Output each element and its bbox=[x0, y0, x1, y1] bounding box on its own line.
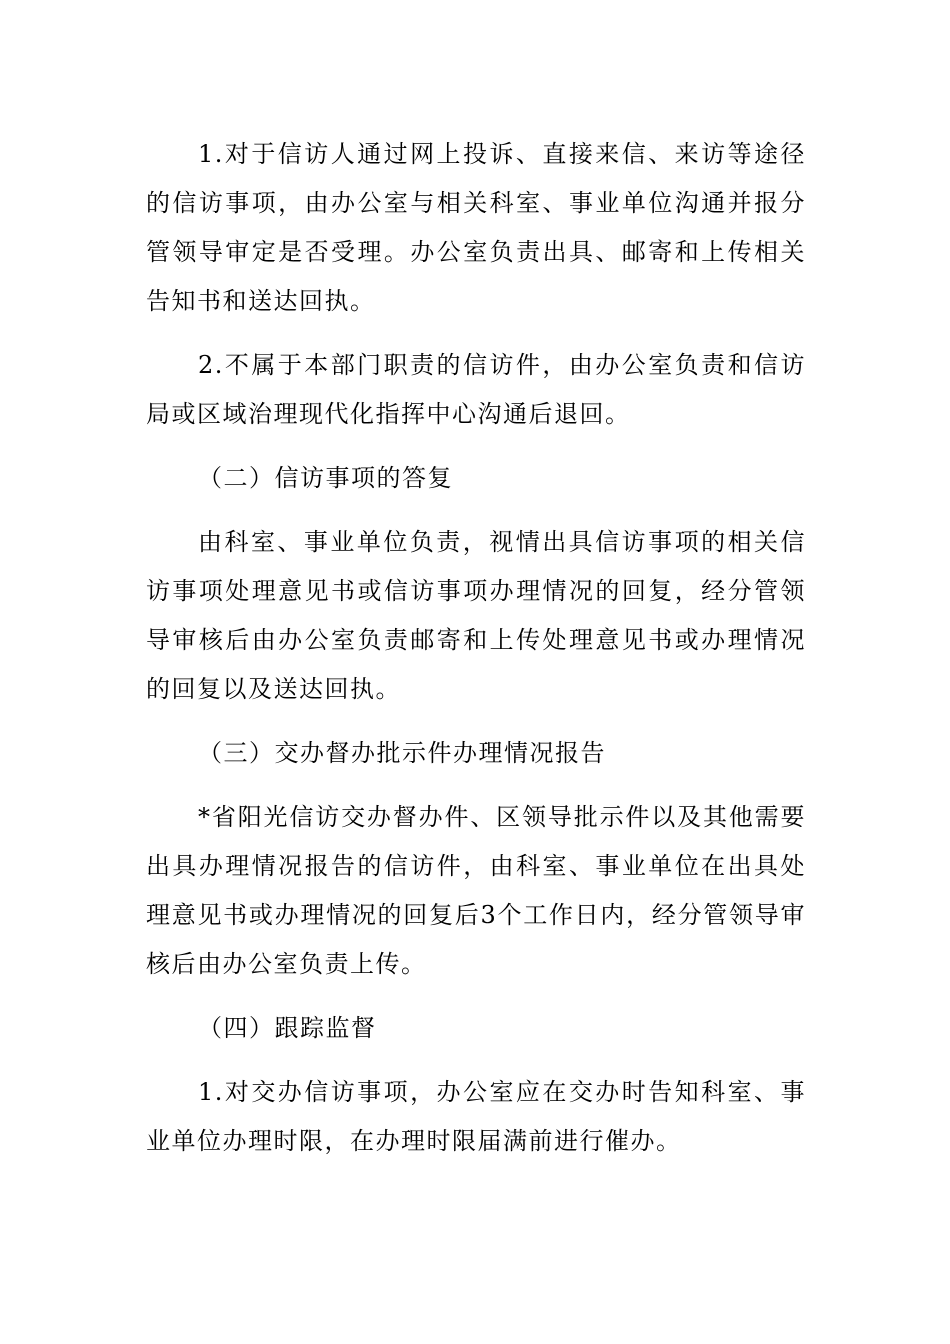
paragraph-supervision-1: 1.对交办信访事项，办公室应在交办时告知科室、事业单位办理时限，在办理时限届满前进行催办。 bbox=[146, 1078, 806, 1155]
paragraph-acceptance-2: 2.不属于本部门职责的信访件，由办公室负责和信访局或区域治理现代化指挥中心沟通后退回。 bbox=[146, 351, 806, 428]
document-body bbox=[146, 130, 806, 1181]
paragraph-report: *省阳光信访交办督办件、区领导批示件以及其他需要出具办理情况报告的信访件，由科室、事业单位在出具处理意见书或办理情况的回复后3个工作日内，经分管领导审核后由办公室负责上传。 bbox=[146, 803, 806, 978]
paragraph-acceptance-1: 1.对于信访人通过网上投诉、直接来信、来访等途径的信访事项，由办公室与相关科室、事业单位沟通并报分管领导审定是否受理。办公室负责出具、邮寄和上传相关告知书和送达回执。 bbox=[146, 140, 806, 315]
section-heading-report: （三）交办督办批示件办理情况报告 bbox=[198, 739, 606, 767]
section-heading-supervision: （四）跟踪监督 bbox=[198, 1014, 377, 1042]
section-heading-reply: （二）信访事项的答复 bbox=[198, 464, 453, 492]
paragraph-reply: 由科室、事业单位负责，视情出具信访事项的相关信访事项处理意见书或信访事项办理情况的回复，经分管领导审核后由办公室负责邮寄和上传处理意见书或办理情况的回复以及送达回执。 bbox=[146, 528, 806, 703]
